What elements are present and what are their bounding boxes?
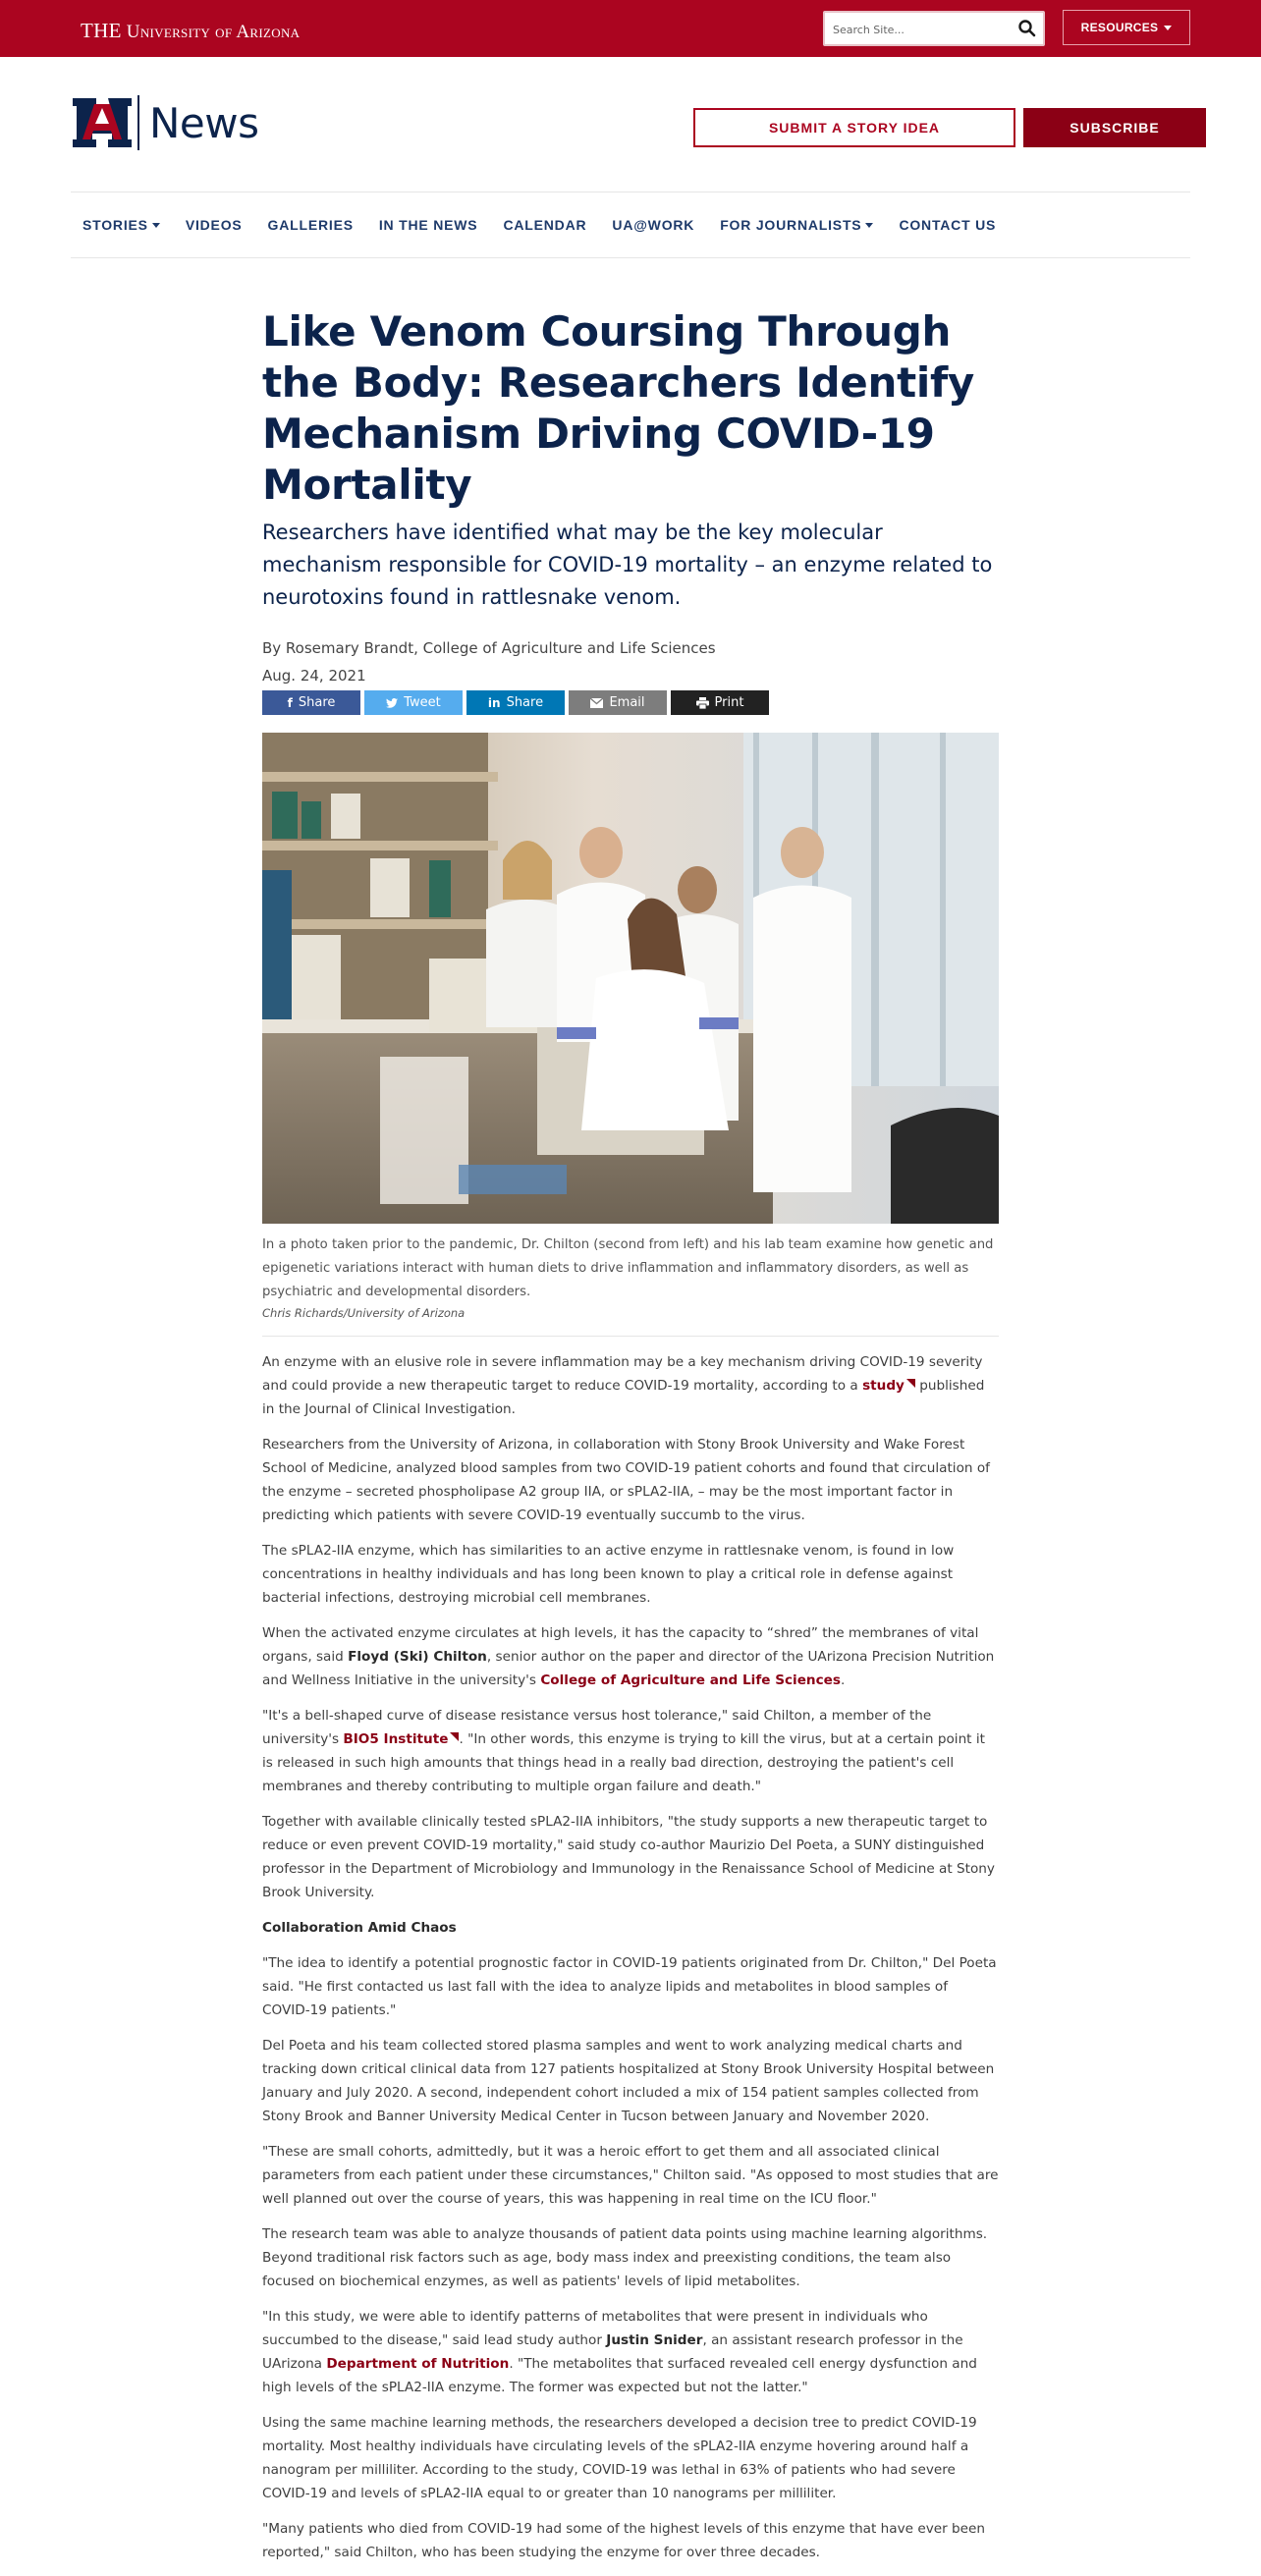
paragraph: "The idea to identify a potential prognostic factor in COVID-19 patients originated from Dr. Chilton," Del Poeta said. "He first contacted us last fall with the idea to analyze lipids and metabolites in blood samples of COVID-19 patients." [262,1955,997,2018]
facebook-icon: f [287,695,293,710]
envelope-icon [590,698,603,708]
nav-item-stories[interactable] [71,217,173,233]
share-label: Print [714,695,744,710]
photo-caption: In a photo taken prior to the pandemic, Dr. Chilton (second from left) and his lab team examine how genetic and epigenetic variations interact with human diets to drive inflammation and inflammatory disorders, as well as psychiatric and developmental disorders. [262,1237,994,1299]
link-text: study [862,1378,905,1394]
nav-item-galleries[interactable] [255,217,366,233]
news-logo-link[interactable] [71,94,259,151]
nav-label: VIDEOS [185,217,243,233]
nav-item-calendar[interactable] [490,217,599,233]
paragraph: Together with available clinically tested sPLA2-IIA inhibitors, "the study supports a new therapeutic target to reduce or even prevent COVID-19 mortality," said study co-author Maurizio Del Poeta, a SUNY distinguished professor in the Department of Microbiology and Immunology in the Renaissance School of Medicine at Stony Brook University. [262,1814,995,1900]
share-label: Share [506,695,544,710]
university-wordmark-link[interactable] [81,19,300,43]
paragraph: Using the same machine learning methods, the researchers developed a decision tree to predict COVID-19 mortality. Most healthy individuals have circulating levels of the sPLA2-IIA enzyme hovering around half a nanogram per milliliter. According to the study, COVID-19 was lethal in 63% of patients who had severe COVID-19 and levels of sPLA2-IIA equal to or greater than 10 nanograms per milliliter. [262,2415,977,2501]
nav-item-for-journalists[interactable] [707,217,886,233]
nav-label: GALLERIES [267,217,354,233]
nav-item-videos[interactable] [173,217,255,233]
section-heading: Collaboration Amid Chaos [262,1920,457,1936]
main-nav [71,192,1190,258]
text: published in the Journal of Clinical Investigation. [262,1378,985,1417]
paragraph: The sPLA2-IIA enzyme, which has similarities to an active enzyme in rattlesnake venom, is found in low concentrations in healthy individuals and has long been known to play a critical role in defense against bacterial infections, destroying microbial cell membranes. [262,1543,955,1606]
university-a-logo-icon [71,94,134,151]
resources-label: RESOURCES [1080,21,1159,34]
article [262,306,999,2576]
share-label: Tweet [404,695,441,710]
paragraph [262,1704,999,1798]
bio5-link[interactable] [343,1731,459,1747]
text: , senior author on the paper and director of the UArizona Precision Nutrition and Wellness Initiative in the university's [262,1649,995,1688]
nav-label: CONTACT US [899,217,997,233]
nav-item-in-the-news[interactable] [366,217,491,233]
person-name: Floyd (Ski) Chilton [348,1649,487,1665]
link-text: BIO5 Institute [343,1731,449,1747]
nav-label: FOR JOURNALISTS [720,217,862,233]
search-input[interactable] [833,19,1010,40]
share-label: Email [609,695,645,710]
share-label: Share [298,695,336,710]
nav-label: STORIES [82,217,148,233]
text: . "The metabolites that surfaced revealed cell energy dysfunction and high levels of the sPLA2-IIA enzyme. The former was expected but not the latter." [262,2356,977,2395]
text: , an assistant research professor in the UArizona [262,2332,963,2372]
search-box [823,11,1045,46]
nav-label: IN THE NEWS [378,217,478,233]
text: An enzyme with an elusive role in severe inflammation may be a key mechanism driving COVID-19 severity and could provide a new therapeutic target to reduce COVID-19 mortality, according to a [262,1354,983,1394]
paragraph: The research team was able to analyze thousands of patient data points using machine learning algorithms. Beyond traditional risk factors such as age, body mass index and preexisting conditions, the team also focused on biochemical enzymes, as well as patients' levels of lipid metabolites. [262,2226,988,2289]
chevron-down-icon [865,223,873,228]
printer-icon [696,697,709,709]
twitter-share-button[interactable] [364,690,463,715]
logo-divider [137,95,139,150]
study-link[interactable] [862,1378,915,1394]
top-bar [0,0,1261,57]
nav-item-ua-at-work[interactable] [599,217,707,233]
text: "It's a bell-shaped curve of disease resistance versus host tolerance," said Chilton, a member of the university's [262,1708,932,1747]
paragraph: Del Poeta and his team collected stored plasma samples and went to work analyzing medical charts and tracking down critical clinical data from 127 patients hospitalized at Stony Brook University Hospital between January and July 2020. A second, independent cohort included a mix of 154 patient samples collected from Stony Brook and Banner University Medical Center in Tucson between January and November 2020. [262,2038,995,2124]
article-lead-photo [262,733,999,1224]
divider [262,1336,999,1337]
text: When the activated enzyme circulates at high levels, it has the capacity to “shred” the membranes of vital organs, said [262,1625,979,1665]
text: "In this study, we were able to identify patterns of metabolites that were present in individuals who succumbed to the disease," said lead study author [262,2309,928,2348]
facebook-share-button[interactable] [262,690,360,715]
paragraph: "These are small cohorts, admittedly, but it was a heroic effort to get them and all associated clinical parameters from each patient under these circumstances," Chilton said. "As opposed to most studies that are well planned out over the course of years, this was happening in real time on the ICU floor." [262,2144,999,2207]
paragraph: "Many patients who died from COVID-19 had some of the highest levels of this enzyme that have ever been reported," said Chilton, who has been studying the enzyme for over three decades. [262,2521,985,2560]
college-link[interactable]: College of Agriculture and Life Sciences [540,1672,841,1688]
search-icon[interactable] [1017,19,1037,38]
paragraph [262,1621,999,1692]
text: . "In other words, this enzyme is trying to kill the virus, but at a certain point it is released in such high amounts that things head in a really bad direction, destroying the patient's cell membranes and thereby contributing to multiple organ failure and death." [262,1731,985,1794]
external-link-icon [906,1379,915,1388]
twitter-icon [386,698,398,708]
text: . [840,1672,846,1688]
paragraph [262,1350,999,1421]
article-subtitle: Researchers have identified what may be the key molecular mechanism responsible for COVID-19 mortality – an enzyme related to neurotoxins found in rattlesnake venom. [262,521,993,609]
article-date: Aug. 24, 2021 [262,667,366,685]
resources-dropdown-button[interactable] [1063,10,1190,45]
nav-label: UA@WORK [612,217,695,233]
nutrition-department-link[interactable]: Department of Nutrition [326,2356,510,2372]
chevron-down-icon [1164,26,1172,30]
person-name: Justin Snider [606,2332,703,2348]
wordmark-the: THE [81,19,122,42]
email-share-button[interactable] [569,690,667,715]
wordmark-name: University of Arizona [126,22,301,42]
chevron-down-icon [152,223,160,228]
linkedin-share-button[interactable] [466,690,565,715]
photo-credit: Chris Richards/University of Arizona [262,1306,466,1320]
print-button[interactable] [671,690,769,715]
article-title: Like Venom Coursing Through the Body: Researchers Identify Mechanism Driving COVID-19 Mortality [262,307,974,509]
news-wordmark: News [149,98,259,147]
nav-label: CALENDAR [503,217,587,233]
linkedin-icon: in [487,695,501,710]
article-body [262,1350,999,2564]
paragraph: Researchers from the University of Arizona, in collaboration with Stony Brook University and Wake Forest School of Medicine, analyzed blood samples from two COVID-19 patient cohorts and found that circulation of the enzyme – secreted phospholipase A2 group IIA, or sPLA2-IIA, – may be the most important factor in predicting which patients with severe COVID-19 eventually succumb to the virus. [262,1437,990,1523]
paragraph [262,2305,999,2399]
nav-item-contact-us[interactable] [886,217,1009,233]
article-byline: By Rosemary Brandt, College of Agriculture and Life Sciences [262,639,716,657]
submit-story-idea-button[interactable]: SUBMIT A STORY IDEA [693,108,1015,147]
subscribe-button[interactable]: SUBSCRIBE [1023,108,1206,147]
share-buttons [262,690,999,715]
lab-team-photo [262,733,999,1224]
